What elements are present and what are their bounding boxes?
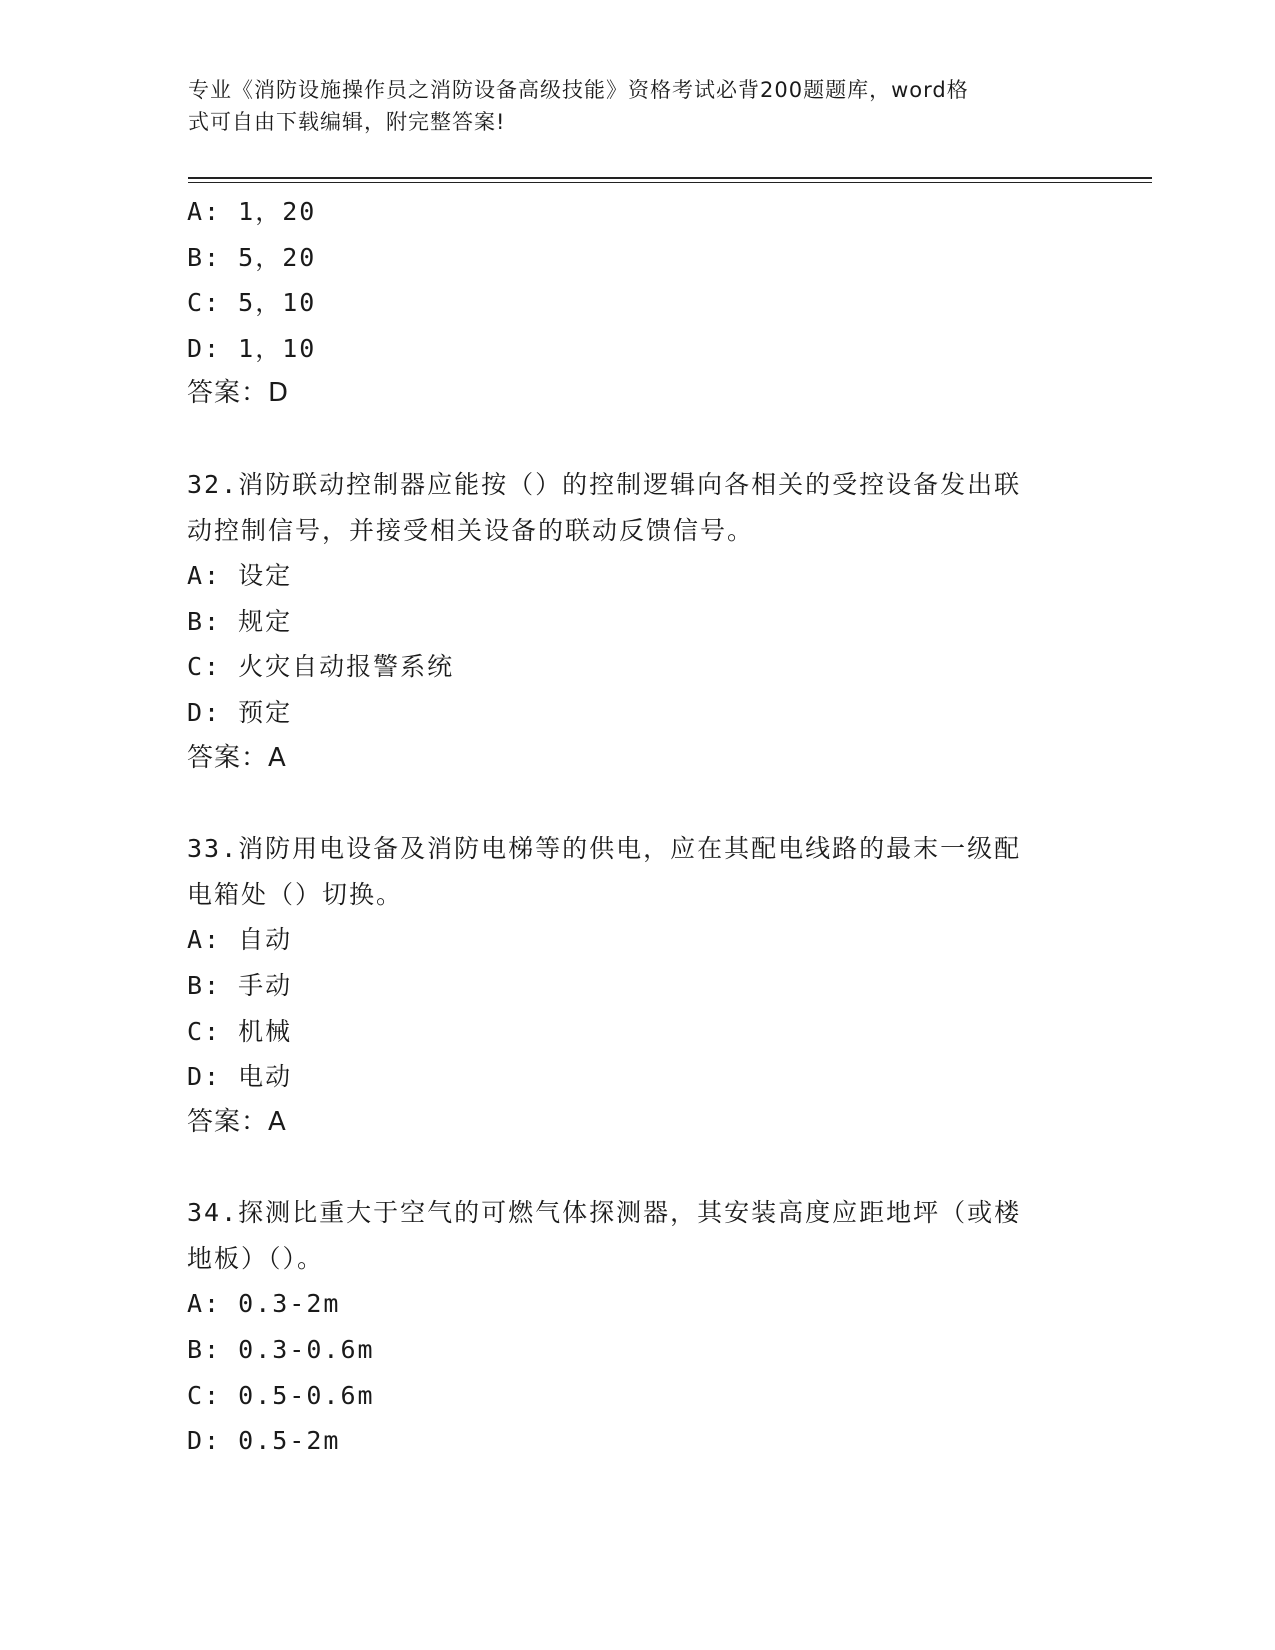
question-list — [187, 189, 1087, 1464]
option-a: A: 0.3-2m — [187, 1289, 341, 1319]
header-line-2: 式可自由下载编辑，附完整答案! — [188, 110, 506, 134]
option-b: B: 手动 — [187, 970, 293, 1000]
spacer — [187, 1145, 1087, 1190]
question-stem-line-1: 33.消防用电设备及消防电梯等的供电，应在其配电线路的最末一级配 — [187, 834, 1022, 864]
spacer — [187, 781, 1087, 826]
option-b: B: 5，20 — [187, 242, 317, 272]
question-33 — [187, 826, 1087, 1145]
option-d: D: 电动 — [187, 1062, 293, 1092]
question-32 — [187, 462, 1087, 781]
question-stem-line-1: 34.探测比重大于空气的可燃气体探测器，其安装高度应距地坪（或楼 — [187, 1198, 1022, 1228]
header-line-1: 专业《消防设施操作员之消防设备高级技能》资格考试必背200题题库，word格 — [188, 78, 969, 102]
header-rule-thin — [188, 182, 1152, 183]
option-b: B: 规定 — [187, 606, 293, 636]
option-c: C: 0.5-0.6m — [187, 1380, 375, 1410]
question-stem-line-1: 32.消防联动控制器应能按（）的控制逻辑向各相关的受控设备发出联 — [187, 469, 1022, 499]
question-stem-line-2: 电箱处（）切换。 — [187, 879, 404, 909]
answer: 答案：D — [187, 378, 290, 409]
option-a: A: 1，20 — [187, 197, 317, 226]
option-b: B: 0.3-0.6m — [187, 1335, 375, 1365]
spacer — [187, 417, 1087, 462]
option-c: C: 火灾自动报警系统 — [187, 652, 455, 682]
option-d: D: 1，10 — [187, 333, 317, 363]
question-stem-line-2: 地板）（）。 — [187, 1243, 325, 1273]
header-rule-thick — [188, 177, 1152, 179]
answer: 答案：A — [187, 1106, 287, 1137]
question-34 — [187, 1190, 1087, 1464]
option-c: C: 5，10 — [187, 288, 317, 318]
answer: 答案：A — [187, 742, 287, 773]
option-a: A: 设定 — [187, 561, 293, 591]
option-d: D: 0.5-2m — [187, 1426, 341, 1456]
option-d: D: 预定 — [187, 697, 293, 727]
question-31 — [187, 189, 1087, 417]
option-c: C: 机械 — [187, 1016, 293, 1046]
document-header — [188, 74, 1068, 138]
question-stem-line-2: 动控制信号，并接受相关设备的联动反馈信号。 — [187, 515, 755, 545]
option-a: A: 自动 — [187, 925, 293, 955]
